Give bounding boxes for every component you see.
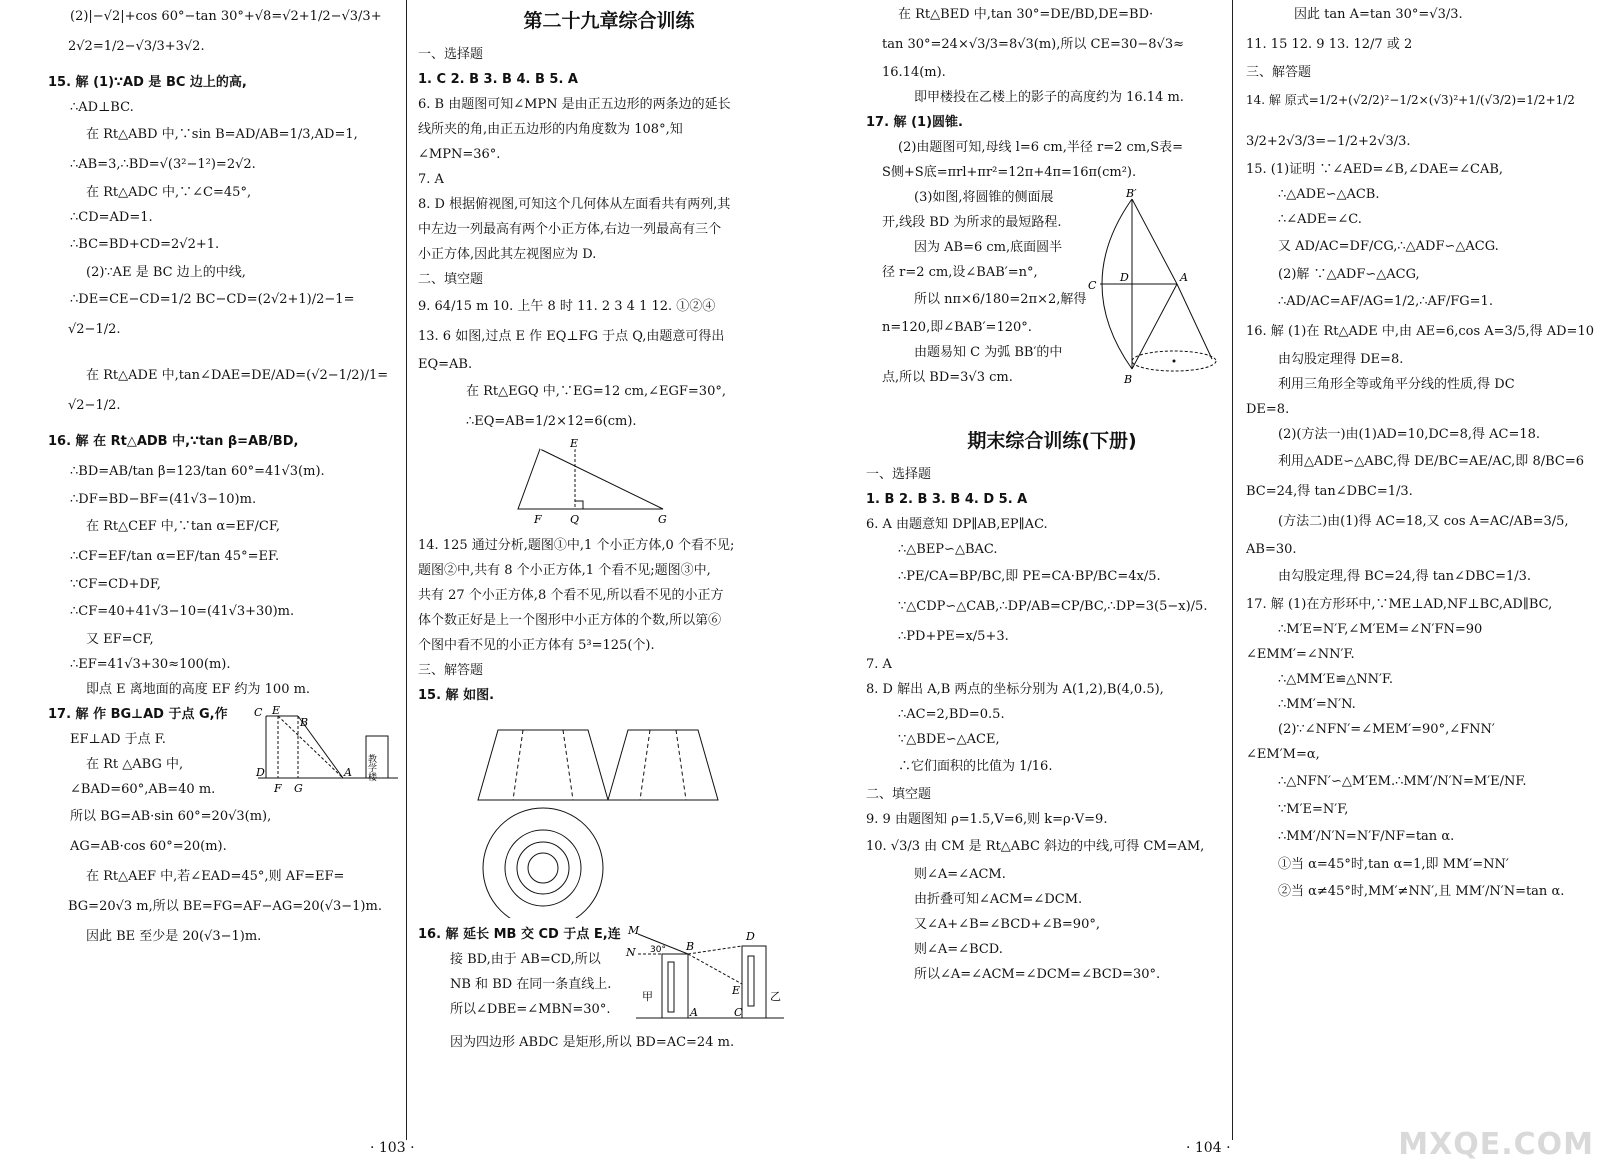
text-line: 15. (1)证明 ∵∠AED=∠B,∠DAE=∠CAB, (1246, 162, 1504, 177)
text-line: 16. 解 延长 MB 交 CD 于点 E,连 (418, 927, 621, 942)
text-line: 16. 解 在 Rt△ADB 中,∵tan β=AB/BD, (48, 434, 299, 449)
fig-label: E (272, 706, 281, 717)
text-line: ∠EM′M=α, (1246, 747, 1320, 762)
section-heading: 三、解答题 (418, 663, 484, 678)
text-line: 利用三角形全等或角平分线的性质,得 DC (1278, 377, 1515, 392)
section-heading: 一、选择题 (866, 467, 932, 482)
text-line: 9. 9 由题图知 ρ=1.5,V=6,则 k=ρ·V=9. (866, 812, 1108, 827)
watermark-logo: MXQE.COM (1398, 1127, 1594, 1162)
three-views-diagram (418, 708, 800, 918)
text-line: ∴△NFN′∽△M′EM.∴MM′/N′N=M′E/NF. (1278, 774, 1527, 789)
text-line: 接 BD,由于 AB=CD,所以 (450, 952, 601, 967)
text-line: ∴∠ADE=∠C. (1278, 212, 1362, 227)
section-heading: 三、解答题 (1246, 65, 1312, 80)
fig-label: G (658, 513, 667, 526)
text-line: ∵CF=CD+DF, (70, 577, 161, 592)
text-line: ∠EMM′=∠NN′F. (1246, 647, 1355, 662)
text-line: 又 EF=CF, (86, 632, 154, 647)
text-line: 个图中看不见的小正方体有 5³=125(个). (418, 638, 655, 653)
text-line: 在 Rt △ABG 中, (86, 757, 184, 772)
text-line: NB 和 BD 在同一条直线上. (450, 977, 612, 992)
text-line: 在 Rt△ABD 中,∵sin B=AD/AB=1/3,AD=1, (86, 127, 358, 142)
text-line: 3/2+2√3/3=−1/2+2√3/3. (1246, 134, 1411, 149)
text-line: 在 Rt△BED 中,tan 30°=DE/BD,DE=BD· (898, 7, 1154, 22)
text-line: AG=AB·cos 60°=20(m). (70, 839, 227, 854)
text-line: ∴CF=40+41√3−10=(41√3+30)m. (70, 604, 295, 619)
text-line: (方法二)由(1)得 AC=18,又 cos A=AC/AB=3/5, (1278, 514, 1569, 529)
fig-label: M (628, 924, 640, 937)
column-1 (38, 0, 410, 1140)
text-line: 10. √3/3 由 CM 是 Rt△ABC 斜边的中线,可得 CM=AM, (866, 839, 1205, 854)
slope-diagram (248, 706, 408, 798)
text-line: ∴△ADE∽△ACB. (1278, 187, 1380, 202)
text-line: 则∠A=∠ACM. (914, 867, 1006, 882)
text-line: ∴△BEP∽△BAC. (898, 542, 998, 557)
text-line: 所以 nπ×6/180=2π×2,解得 (914, 292, 1087, 307)
figure-slope (38, 702, 410, 802)
text-line: 16. 解 (1)在 Rt△ADE 中,由 AE=6,cos A=3/5,得 AD=10 (1246, 324, 1594, 339)
text-line: ∴EQ=AB=1/2×12=6(cm). (466, 414, 637, 429)
text-line: ∴AB=3,∴BD=√(3²−1²)=2√2. (70, 157, 256, 172)
text-line: ∴PD+PE=x/5+3. (898, 629, 1009, 644)
text-line: (2)由题图可知,母线 l=6 cm,半径 r=2 cm,S表= (898, 140, 1184, 155)
section-heading: 二、填空题 (418, 272, 484, 287)
text-line: 7. A (866, 657, 892, 672)
text-line: 14. 125 通过分析,题图①中,1 个小正方体,0 个看不见; (418, 538, 735, 553)
text-line: 点,所以 BD=3√3 cm. (882, 370, 1013, 385)
text-line: 由折叠可知∠ACM=∠DCM. (914, 892, 1083, 907)
chapter-title: 期末综合训练(下册) (967, 430, 1137, 452)
text-line: 8. D 根据俯视图,可知这个几何体从左面看共有两列,其 (418, 197, 731, 212)
text-line: ①当 α=45°时,tan α=1,即 MM′=NN′ (1278, 857, 1509, 872)
fig-label: 甲 (642, 990, 653, 1003)
fig-label: E (732, 984, 741, 997)
text-line: ∵M′E=N′F, (1278, 802, 1349, 817)
text-line: tan 30°=24×√3/3=8√3(m),所以 CE=30−8√3≈ (882, 37, 1184, 52)
text-line: 15. 解 如图. (418, 688, 495, 703)
text-line: 在 Rt△AEF 中,若∠EAD=45°,则 AF=EF= (86, 869, 345, 884)
fig-label: G (294, 782, 303, 795)
text-line: 11. 15 12. 9 13. 12/7 或 2 (1246, 37, 1413, 52)
text-line: 17. 解 (1)圆锥. (866, 115, 963, 130)
text-line: ∠MPN=36°. (418, 147, 501, 162)
text-line: 即点 E 离地面的高度 EF 约为 100 m. (86, 682, 311, 697)
text-line: (2)解 ∵△ADF∽△ACG, (1278, 267, 1420, 282)
text-line: (2)|−√2|+cos 60°−tan 30°+√8=√2+1/2−√3/3+ (70, 9, 382, 24)
fig-label: A (1180, 271, 1188, 284)
text-line: 即甲楼投在乙楼上的影子的高度约为 16.14 m. (914, 90, 1184, 105)
fig-label: A (690, 1006, 698, 1019)
text-line: 中左边一列最高有两个小正方体,右边一列最高有三个 (418, 222, 722, 237)
page-number: · 103 · (370, 1140, 415, 1156)
fig-label: C (1088, 279, 1097, 292)
text-line: 8. D 解出 A,B 两点的坐标分别为 A(1,2),B(4,0.5), (866, 682, 1164, 697)
text-line: 15. 解 (1)∵AD 是 BC 边上的高, (48, 75, 247, 90)
text-line: 6. A 由题意知 DP∥AB,EP∥AC. (866, 517, 1048, 532)
text-line: 因为 AB=6 cm,底面圆半 (914, 240, 1063, 255)
fig-label: 乙 (770, 990, 781, 1003)
text-line: n=120,即∠BAB′=120°. (882, 320, 1032, 335)
text-line: 14. 解 原式=1/2+(√2/2)²−1/2×(√3)²+1/(√3/2)=1/2+1/2 (1246, 93, 1575, 107)
text-line: ∴DF=BD−BF=(41√3−10)m. (70, 492, 257, 507)
text-line: ∴PE/CA=BP/BC,即 PE=CA·BP/BC=4x/5. (898, 569, 1161, 584)
fig-label: Q (570, 513, 580, 526)
cone-figure (866, 185, 1238, 420)
text-line: 在 Rt△ADE 中,tan∠DAE=DE/AD=(√2−1/2)/1= (86, 368, 389, 383)
section-heading: 二、填空题 (866, 787, 932, 802)
fig-label: D (256, 766, 265, 779)
cone-diagram (1082, 189, 1232, 389)
text-line: 17. 解 (1)在方形环中,∵ME⊥AD,NF⊥BC,AD∥BC, (1246, 597, 1553, 612)
fig-label: 30° (650, 945, 666, 955)
text-line: ∴AD⊥BC. (70, 100, 134, 115)
text-line: ∴CD=AD=1. (70, 210, 153, 225)
text-line: EQ=AB. (418, 357, 473, 372)
fig-label: D (1120, 271, 1129, 284)
text-line: √2−1/2. (68, 398, 121, 413)
text-line: ∴EF=41√3+30≈100(m). (70, 657, 231, 672)
text-line: 7. A (418, 172, 444, 187)
text-line: 16.14(m). (882, 65, 946, 80)
text-line: 所以 BG=AB·sin 60°=20√3(m), (70, 809, 272, 824)
text-line: ∴CF=EF/tan α=EF/tan 45°=EF. (70, 549, 280, 564)
text-line: 因此 tan A=tan 30°=√3/3. (1294, 7, 1463, 22)
fig-label: F (534, 513, 542, 526)
text-line: ∴MM′=N′N. (1278, 697, 1356, 712)
text-line: 利用△ADE∽△ABC,得 DE/BC=AE/AC,即 8/BC=6 (1278, 454, 1584, 469)
building-figure (418, 922, 800, 1050)
fig-label: D (746, 930, 755, 943)
text-line: ∠BAD=60°,AB=40 m. (70, 782, 216, 797)
text-line: 线所夹的角,由正五边形的内角度数为 108°,知 (418, 122, 683, 137)
text-line: 9. 64/15 m 10. 上午 8 时 11. 2 3 4 1 12. ①②④ (418, 299, 716, 314)
text-line: DE=8. (1246, 402, 1290, 417)
text-line: 又∠A+∠B=∠BCD+∠B=90°, (914, 917, 1100, 932)
text-line: 所以∠DBE=∠MBN=30°. (450, 1002, 611, 1017)
column-2 (418, 0, 800, 1140)
text-line: ∴DE=CE−CD=1/2 BC−CD=(2√2+1)/2−1= (70, 292, 355, 307)
fig-label: E (570, 437, 579, 450)
text-line: ∵△CDP∽△CAB,∴DP/AB=CP/BC,∴DP=3(5−x)/5. (898, 599, 1208, 614)
text-line: BC=24,得 tan∠DBC=1/3. (1246, 484, 1413, 499)
text-line: 在 Rt△ADC 中,∵∠C=45°, (86, 185, 252, 200)
text-line: ②当 α≠45°时,MM′≠NN′,且 MM′/N′N=tan α. (1278, 884, 1565, 899)
text-line: 因为四边形 ABDC 是矩形,所以 BD=AC=24 m. (450, 1035, 735, 1050)
text-line: (2)∵∠NFN′=∠MEM′=90°,∠FNN′ (1278, 722, 1495, 737)
text-line: ∴MM′/N′N=N′F/NF=tan α. (1278, 829, 1455, 844)
column-3 (866, 0, 1238, 1140)
section-heading: 一、选择题 (418, 47, 484, 62)
text-line: ∴它们面积的比值为 1/16. (898, 759, 1053, 774)
fig-label: B′ (1126, 189, 1137, 200)
fig-label: C (254, 706, 263, 719)
text-line: (2)∵AE 是 BC 边上的中线, (86, 265, 246, 280)
text-line: 题图②中,共有 8 个小正方体,1 个看不见;题图③中, (418, 563, 711, 578)
column-4 (1246, 0, 1600, 1140)
fig-label: A (344, 766, 352, 779)
buildings-diagram (624, 922, 794, 1022)
text-line: ∴BC=BD+CD=2√2+1. (70, 237, 220, 252)
text-line: 6. B 由题图可知∠MPN 是由正五边形的两条边的延长 (418, 97, 731, 112)
text-line: AB=30. (1246, 542, 1297, 557)
chapter-title: 第二十九章综合训练 (523, 10, 695, 32)
text-line: ∴AC=2,BD=0.5. (898, 707, 1005, 722)
text-line: 因此 BE 至少是 20(√3−1)m. (86, 929, 262, 944)
text-line: 由题易知 C 为弧 BB′的中 (914, 345, 1063, 360)
text-line: (2)(方法一)由(1)AD=10,DC=8,得 AC=18. (1278, 427, 1541, 442)
fig-label: 教学楼 (366, 754, 376, 781)
fig-label: B (686, 940, 695, 953)
text-line: 由勾股定理得 DE=8. (1278, 352, 1404, 367)
triangle-diagram (418, 437, 800, 529)
text-line: BG=20√3 m,所以 BE=FG=AF−AG=20(√3−1)m. (68, 899, 382, 914)
fig-label: C (734, 1006, 743, 1019)
text-line: ∵△BDE∽△ACE, (898, 732, 1000, 747)
text-line: 则∠A=∠BCD. (914, 942, 1003, 957)
text-line: 径 r=2 cm,设∠BAB′=n°, (882, 265, 1038, 280)
text-line: 在 Rt△EGQ 中,∵EG=12 cm,∠EGF=30°, (466, 384, 726, 399)
text-line: ∴BD=AB/tan β=123/tan 60°=41√3(m). (70, 464, 325, 479)
text-line: 1. C 2. B 3. B 4. B 5. A (418, 72, 578, 87)
text-line: S侧+S底=πrl+πr²=12π+4π=16π(cm²). (882, 165, 1137, 180)
text-line: 开,线段 BD 为所求的最短路程. (882, 215, 1062, 230)
text-line: 体个数正好是上一个图形中小正方体的个数,所以第⑥ (418, 613, 722, 628)
text-line: (3)如图,将圆锥的侧面展 (914, 190, 1054, 205)
fig-label: F (274, 782, 282, 795)
page-number: · 104 · (1186, 1140, 1231, 1156)
text-line: ∴AD/AC=AF/AG=1/2,∴AF/FG=1. (1278, 294, 1493, 309)
text-line: 13. 6 如图,过点 E 作 EQ⊥FG 于点 Q,由题意可得出 (418, 329, 725, 344)
text-line: ∴△MM′E≌△NN′F. (1278, 672, 1394, 687)
text-line: 在 Rt△CEF 中,∵tan α=EF/CF, (86, 519, 280, 534)
text-line: 1. B 2. B 3. B 4. D 5. A (866, 492, 1028, 507)
text-line: 17. 解 作 BG⊥AD 于点 G,作 (48, 707, 228, 722)
text-line: 2√2=1/2−√3/3+3√2. (68, 39, 205, 54)
text-line: 共有 27 个小正方体,8 个看不见,所以看不见的小正方 (418, 588, 724, 603)
text-line: 所以∠A=∠ACM=∠DCM=∠BCD=30°. (914, 967, 1161, 982)
fig-label: B (1124, 373, 1133, 386)
text-line: 由勾股定理,得 BC=24,得 tan∠DBC=1/3. (1278, 569, 1532, 584)
text-line: EF⊥AD 于点 F. (70, 732, 166, 747)
text-line: 又 AD/AC=DF/CG,∴△ADF∽△ACG. (1278, 239, 1499, 254)
text-line: √2−1/2. (68, 322, 121, 337)
fig-label: B (300, 716, 309, 729)
fig-label: N (626, 946, 636, 959)
text-line: ∴M′E=N′F,∠M′EM=∠N′FN=90 (1278, 622, 1483, 637)
text-line: 小正方体,因此其左视图应为 D. (418, 247, 597, 262)
